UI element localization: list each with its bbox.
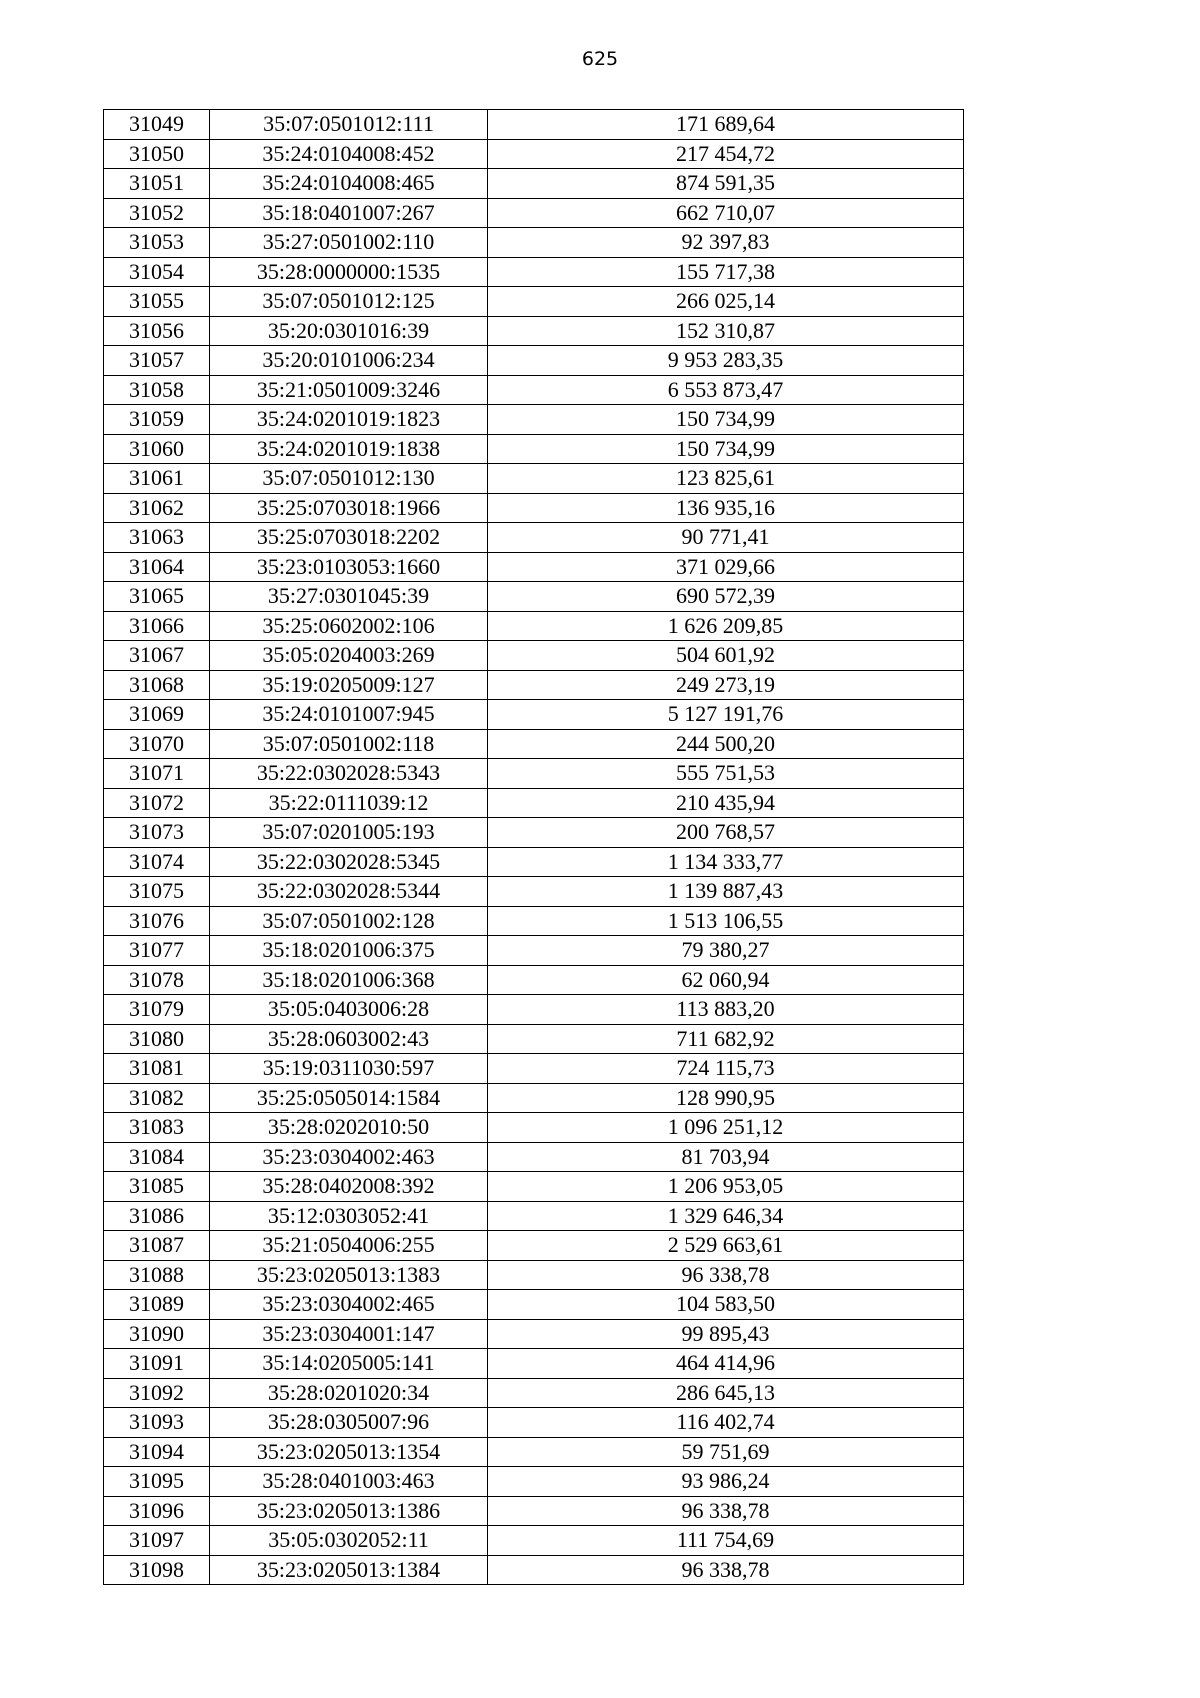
- row-number-cell: 31049: [104, 110, 210, 140]
- row-number-cell: 31098: [104, 1555, 210, 1585]
- row-number-cell: 31084: [104, 1142, 210, 1172]
- value-cell: 1 626 209,85: [488, 611, 964, 641]
- cadastral-number-cell: 35:28:0202010:50: [210, 1113, 488, 1143]
- cadastral-number-cell: 35:21:0504006:255: [210, 1231, 488, 1261]
- row-number-cell: 31072: [104, 788, 210, 818]
- cadastral-number-cell: 35:27:0501002:110: [210, 228, 488, 258]
- value-cell: 200 768,57: [488, 818, 964, 848]
- table-row: [104, 552, 964, 582]
- value-cell: 504 601,92: [488, 641, 964, 671]
- cadastral-number-cell: 35:07:0501012:125: [210, 287, 488, 317]
- cadastral-number-cell: 35:23:0304002:465: [210, 1290, 488, 1320]
- table-row: [104, 1526, 964, 1556]
- table-row: [104, 1496, 964, 1526]
- table-row: [104, 759, 964, 789]
- value-cell: 1 139 887,43: [488, 877, 964, 907]
- table-row: [104, 906, 964, 936]
- cadastral-number-cell: 35:24:0104008:452: [210, 139, 488, 169]
- row-number-cell: 31051: [104, 169, 210, 199]
- table-row: [104, 611, 964, 641]
- table-row: [104, 1319, 964, 1349]
- value-cell: 93 986,24: [488, 1467, 964, 1497]
- table-row: [104, 1290, 964, 1320]
- value-cell: 155 717,38: [488, 257, 964, 287]
- table-row: [104, 1260, 964, 1290]
- table-row: [104, 257, 964, 287]
- table-row: [104, 405, 964, 435]
- table-row: [104, 1349, 964, 1379]
- value-cell: 152 310,87: [488, 316, 964, 346]
- cadastral-number-cell: 35:22:0302028:5344: [210, 877, 488, 907]
- value-cell: 286 645,13: [488, 1378, 964, 1408]
- value-cell: 711 682,92: [488, 1024, 964, 1054]
- row-number-cell: 31091: [104, 1349, 210, 1379]
- table-row: [104, 1231, 964, 1261]
- row-number-cell: 31094: [104, 1437, 210, 1467]
- table-row: [104, 198, 964, 228]
- row-number-cell: 31078: [104, 965, 210, 995]
- value-cell: 371 029,66: [488, 552, 964, 582]
- table-row: [104, 936, 964, 966]
- cadastral-number-cell: 35:25:0505014:1584: [210, 1083, 488, 1113]
- value-cell: 113 883,20: [488, 995, 964, 1025]
- table-row: [104, 1113, 964, 1143]
- row-number-cell: 31065: [104, 582, 210, 612]
- row-number-cell: 31058: [104, 375, 210, 405]
- value-cell: 81 703,94: [488, 1142, 964, 1172]
- row-number-cell: 31081: [104, 1054, 210, 1084]
- cadastral-number-cell: 35:28:0305007:96: [210, 1408, 488, 1438]
- table-row: [104, 1467, 964, 1497]
- cadastral-number-cell: 35:14:0205005:141: [210, 1349, 488, 1379]
- table-row: [104, 788, 964, 818]
- table-row: [104, 434, 964, 464]
- table-row: [104, 995, 964, 1025]
- value-cell: 1 134 333,77: [488, 847, 964, 877]
- table-row: [104, 169, 964, 199]
- cadastral-number-cell: 35:23:0103053:1660: [210, 552, 488, 582]
- value-cell: 9 953 283,35: [488, 346, 964, 376]
- cadastral-number-cell: 35:07:0501012:130: [210, 464, 488, 494]
- row-number-cell: 31061: [104, 464, 210, 494]
- value-cell: 266 025,14: [488, 287, 964, 317]
- value-cell: 662 710,07: [488, 198, 964, 228]
- value-cell: 116 402,74: [488, 1408, 964, 1438]
- row-number-cell: 31083: [104, 1113, 210, 1143]
- cadastral-number-cell: 35:07:0501002:128: [210, 906, 488, 936]
- row-number-cell: 31056: [104, 316, 210, 346]
- table-row: [104, 346, 964, 376]
- value-cell: 150 734,99: [488, 434, 964, 464]
- cadastral-number-cell: 35:23:0304001:147: [210, 1319, 488, 1349]
- cadastral-number-cell: 35:21:0501009:3246: [210, 375, 488, 405]
- value-cell: 874 591,35: [488, 169, 964, 199]
- table-row: [104, 139, 964, 169]
- cadastral-number-cell: 35:07:0201005:193: [210, 818, 488, 848]
- cadastral-number-cell: 35:05:0403006:28: [210, 995, 488, 1025]
- value-cell: 150 734,99: [488, 405, 964, 435]
- table-row: [104, 316, 964, 346]
- cadastral-number-cell: 35:05:0204003:269: [210, 641, 488, 671]
- value-cell: 59 751,69: [488, 1437, 964, 1467]
- row-number-cell: 31068: [104, 670, 210, 700]
- row-number-cell: 31062: [104, 493, 210, 523]
- value-cell: 111 754,69: [488, 1526, 964, 1556]
- row-number-cell: 31067: [104, 641, 210, 671]
- table-row: [104, 523, 964, 553]
- row-number-cell: 31074: [104, 847, 210, 877]
- value-cell: 1 329 646,34: [488, 1201, 964, 1231]
- table-row: [104, 1083, 964, 1113]
- value-cell: 79 380,27: [488, 936, 964, 966]
- table-row: [104, 1024, 964, 1054]
- row-number-cell: 31052: [104, 198, 210, 228]
- row-number-cell: 31097: [104, 1526, 210, 1556]
- cadastral-number-cell: 35:23:0205013:1354: [210, 1437, 488, 1467]
- table-row: [104, 464, 964, 494]
- cadastral-number-cell: 35:05:0302052:11: [210, 1526, 488, 1556]
- row-number-cell: 31053: [104, 228, 210, 258]
- value-cell: 2 529 663,61: [488, 1231, 964, 1261]
- row-number-cell: 31093: [104, 1408, 210, 1438]
- cadastral-number-cell: 35:19:0311030:597: [210, 1054, 488, 1084]
- table-row: [104, 1555, 964, 1585]
- cadastral-number-cell: 35:12:0303052:41: [210, 1201, 488, 1231]
- value-cell: 1 513 106,55: [488, 906, 964, 936]
- cadastral-number-cell: 35:18:0201006:368: [210, 965, 488, 995]
- cadastral-number-cell: 35:23:0205013:1386: [210, 1496, 488, 1526]
- row-number-cell: 31057: [104, 346, 210, 376]
- value-cell: 99 895,43: [488, 1319, 964, 1349]
- cadastral-number-cell: 35:28:0401003:463: [210, 1467, 488, 1497]
- value-cell: 171 689,64: [488, 110, 964, 140]
- row-number-cell: 31096: [104, 1496, 210, 1526]
- row-number-cell: 31095: [104, 1467, 210, 1497]
- table-row: [104, 847, 964, 877]
- cadastral-number-cell: 35:22:0302028:5343: [210, 759, 488, 789]
- cadastral-number-cell: 35:23:0205013:1383: [210, 1260, 488, 1290]
- table-row: [104, 641, 964, 671]
- row-number-cell: 31070: [104, 729, 210, 759]
- table-row: [104, 1378, 964, 1408]
- value-cell: 90 771,41: [488, 523, 964, 553]
- value-cell: 92 397,83: [488, 228, 964, 258]
- row-number-cell: 31087: [104, 1231, 210, 1261]
- table-row: [104, 110, 964, 140]
- cadastral-number-cell: 35:28:0201020:34: [210, 1378, 488, 1408]
- cadastral-number-cell: 35:25:0703018:2202: [210, 523, 488, 553]
- value-cell: 6 553 873,47: [488, 375, 964, 405]
- cadastral-number-cell: 35:27:0301045:39: [210, 582, 488, 612]
- table-row: [104, 375, 964, 405]
- value-cell: 555 751,53: [488, 759, 964, 789]
- table-row: [104, 1172, 964, 1202]
- row-number-cell: 31064: [104, 552, 210, 582]
- cadastral-number-cell: 35:18:0401007:267: [210, 198, 488, 228]
- value-cell: 1 206 953,05: [488, 1172, 964, 1202]
- cadastral-number-cell: 35:18:0201006:375: [210, 936, 488, 966]
- value-cell: 96 338,78: [488, 1555, 964, 1585]
- row-number-cell: 31055: [104, 287, 210, 317]
- cadastral-number-cell: 35:24:0104008:465: [210, 169, 488, 199]
- table-row: [104, 1142, 964, 1172]
- value-cell: 62 060,94: [488, 965, 964, 995]
- value-cell: 128 990,95: [488, 1083, 964, 1113]
- table-row: [104, 700, 964, 730]
- cadastral-number-cell: 35:28:0000000:1535: [210, 257, 488, 287]
- row-number-cell: 31071: [104, 759, 210, 789]
- cadastral-number-cell: 35:24:0201019:1838: [210, 434, 488, 464]
- row-number-cell: 31076: [104, 906, 210, 936]
- cadastral-number-cell: 35:28:0402008:392: [210, 1172, 488, 1202]
- cadastral-number-cell: 35:24:0101007:945: [210, 700, 488, 730]
- cadastral-number-cell: 35:20:0301016:39: [210, 316, 488, 346]
- cadastral-number-cell: 35:07:0501012:111: [210, 110, 488, 140]
- value-cell: 217 454,72: [488, 139, 964, 169]
- value-cell: 464 414,96: [488, 1349, 964, 1379]
- row-number-cell: 31088: [104, 1260, 210, 1290]
- table-row: [104, 818, 964, 848]
- row-number-cell: 31082: [104, 1083, 210, 1113]
- table-row: [104, 729, 964, 759]
- table-row: [104, 1408, 964, 1438]
- row-number-cell: 31059: [104, 405, 210, 435]
- value-cell: 690 572,39: [488, 582, 964, 612]
- value-cell: 104 583,50: [488, 1290, 964, 1320]
- value-cell: 96 338,78: [488, 1260, 964, 1290]
- row-number-cell: 31054: [104, 257, 210, 287]
- value-cell: 210 435,94: [488, 788, 964, 818]
- table-row: [104, 582, 964, 612]
- cadastral-number-cell: 35:24:0201019:1823: [210, 405, 488, 435]
- cadastral-number-cell: 35:19:0205009:127: [210, 670, 488, 700]
- row-number-cell: 31073: [104, 818, 210, 848]
- value-cell: 1 096 251,12: [488, 1113, 964, 1143]
- row-number-cell: 31092: [104, 1378, 210, 1408]
- page-number: 625: [581, 48, 619, 70]
- value-cell: 136 935,16: [488, 493, 964, 523]
- row-number-cell: 31050: [104, 139, 210, 169]
- row-number-cell: 31077: [104, 936, 210, 966]
- table-row: [104, 287, 964, 317]
- table-row: [104, 1437, 964, 1467]
- table-row: [104, 228, 964, 258]
- table-row: [104, 965, 964, 995]
- cadastral-value-table: [103, 109, 964, 1585]
- cadastral-number-cell: 35:23:0304002:463: [210, 1142, 488, 1172]
- cadastral-number-cell: 35:25:0602002:106: [210, 611, 488, 641]
- cadastral-number-cell: 35:20:0101006:234: [210, 346, 488, 376]
- row-number-cell: 31085: [104, 1172, 210, 1202]
- table-row: [104, 670, 964, 700]
- table-row: [104, 1201, 964, 1231]
- cadastral-number-cell: 35:28:0603002:43: [210, 1024, 488, 1054]
- table-row: [104, 877, 964, 907]
- value-cell: 249 273,19: [488, 670, 964, 700]
- table-row: [104, 493, 964, 523]
- row-number-cell: 31075: [104, 877, 210, 907]
- cadastral-number-cell: 35:23:0205013:1384: [210, 1555, 488, 1585]
- table-body: [104, 110, 964, 1585]
- row-number-cell: 31063: [104, 523, 210, 553]
- row-number-cell: 31090: [104, 1319, 210, 1349]
- row-number-cell: 31069: [104, 700, 210, 730]
- cadastral-number-cell: 35:22:0302028:5345: [210, 847, 488, 877]
- cadastral-number-cell: 35:07:0501002:118: [210, 729, 488, 759]
- row-number-cell: 31080: [104, 1024, 210, 1054]
- table-row: [104, 1054, 964, 1084]
- value-cell: 5 127 191,76: [488, 700, 964, 730]
- value-cell: 96 338,78: [488, 1496, 964, 1526]
- cadastral-number-cell: 35:25:0703018:1966: [210, 493, 488, 523]
- cadastral-number-cell: 35:22:0111039:12: [210, 788, 488, 818]
- row-number-cell: 31079: [104, 995, 210, 1025]
- row-number-cell: 31086: [104, 1201, 210, 1231]
- row-number-cell: 31060: [104, 434, 210, 464]
- value-cell: 123 825,61: [488, 464, 964, 494]
- value-cell: 244 500,20: [488, 729, 964, 759]
- value-cell: 724 115,73: [488, 1054, 964, 1084]
- row-number-cell: 31089: [104, 1290, 210, 1320]
- row-number-cell: 31066: [104, 611, 210, 641]
